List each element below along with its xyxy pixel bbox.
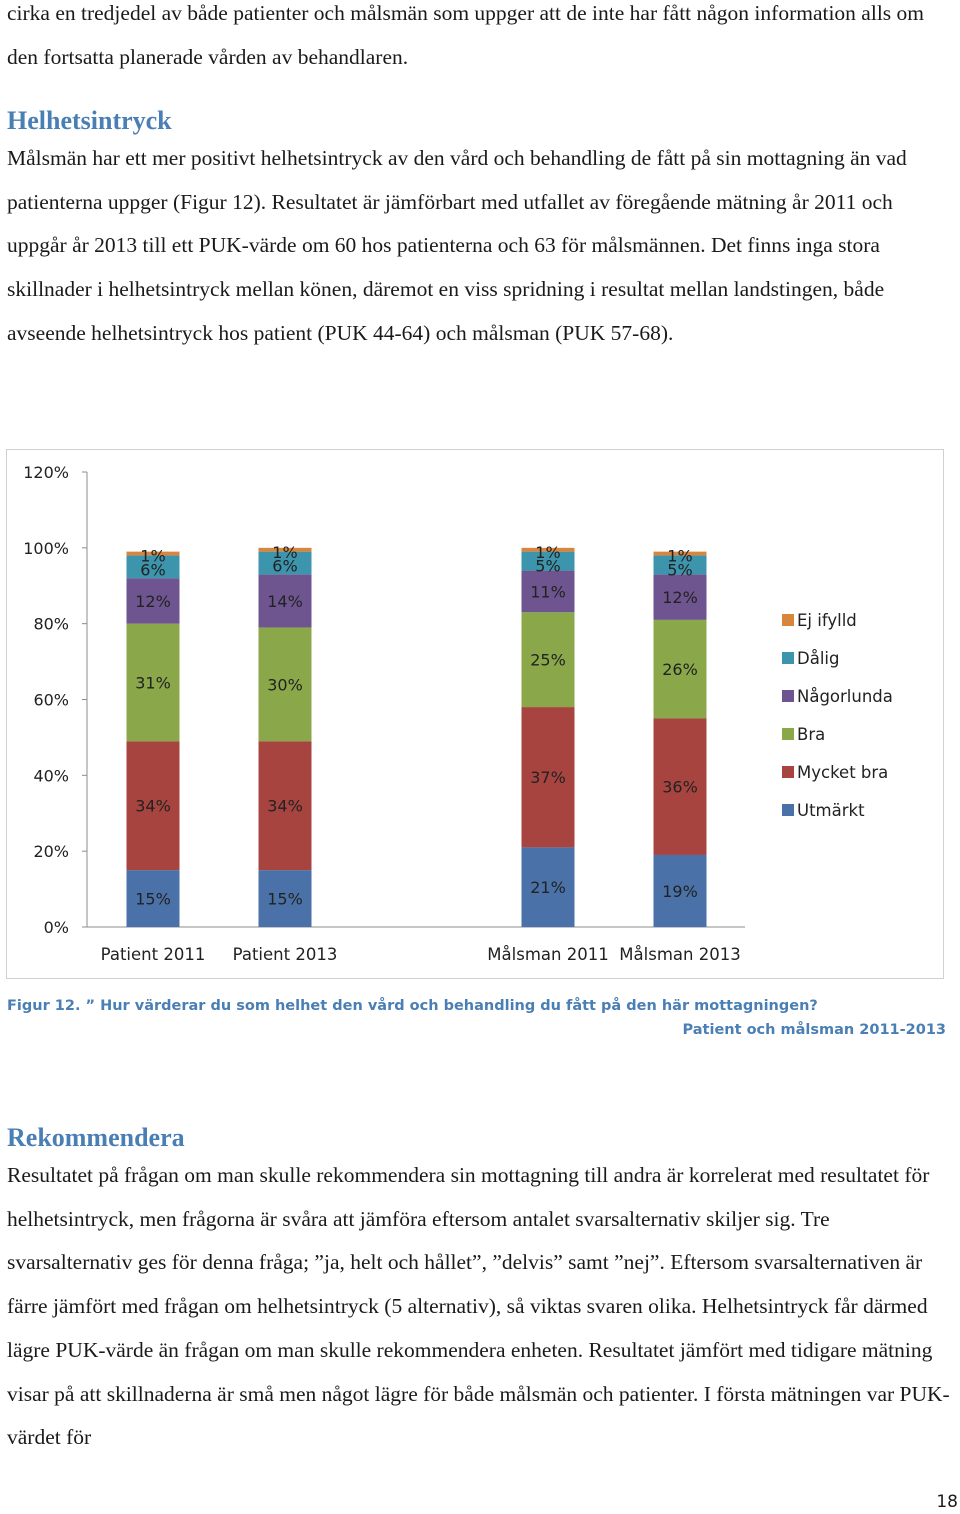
data-label: 1% xyxy=(140,546,166,566)
data-label: 15% xyxy=(135,889,171,909)
figure-caption: Figur 12. ” Hur värderar du som helhet den vård och behandling du fått på den här mottagningen? xyxy=(7,998,818,1014)
legend-label: Någorlunda xyxy=(797,687,893,706)
data-label: 5% xyxy=(667,560,693,580)
legend-swatch xyxy=(782,728,794,740)
data-label: 1% xyxy=(535,542,561,562)
data-label: 11% xyxy=(530,582,566,602)
y-axis-tick-label: 60% xyxy=(33,690,69,710)
data-label: 34% xyxy=(135,796,171,816)
y-axis-tick-label: 80% xyxy=(33,614,69,634)
y-axis-tick-label: 120% xyxy=(23,463,69,482)
data-label: 36% xyxy=(662,777,698,797)
data-label: 6% xyxy=(140,560,166,580)
data-label: 1% xyxy=(667,546,693,566)
legend-swatch xyxy=(782,652,794,664)
data-label: 5% xyxy=(535,556,561,576)
intro-paragraph: cirka en tredjedel av både patienter och målsmän som uppger att de inte har fått någon information alls om den fortsatta planerade vården av behandlaren. xyxy=(7,1,925,69)
x-axis-category-label: Målsman 2013 xyxy=(619,945,741,964)
legend-label: Ej ifylld xyxy=(797,611,857,630)
figure-caption-subtitle: Patient och målsman 2011-2013 xyxy=(682,1022,946,1038)
legend-swatch xyxy=(782,804,794,816)
data-label: 30% xyxy=(267,675,303,695)
x-axis-category-label: Patient 2011 xyxy=(100,945,206,964)
y-axis-tick-label: 0% xyxy=(43,918,69,937)
x-axis-category-label: Målsman 2011 xyxy=(487,945,609,964)
legend-label: Bra xyxy=(797,725,826,744)
stacked-bar-chart xyxy=(7,450,945,980)
data-label: 15% xyxy=(267,889,303,909)
data-label: 21% xyxy=(530,878,566,898)
data-label: 31% xyxy=(135,673,171,693)
data-label: 25% xyxy=(530,650,566,670)
x-axis-category-label: Patient 2013 xyxy=(232,945,338,964)
data-label: 1% xyxy=(272,542,298,562)
data-label: 37% xyxy=(530,768,566,788)
legend-swatch xyxy=(782,614,794,626)
figure-12-chart xyxy=(6,449,944,979)
data-label: 34% xyxy=(267,796,303,816)
legend-swatch xyxy=(782,690,794,702)
data-label: 6% xyxy=(272,556,298,576)
section-heading-rekommendera: Rekommendera xyxy=(7,1123,185,1152)
data-label: 12% xyxy=(135,591,171,611)
data-label: 12% xyxy=(662,588,698,608)
section-body-helhetsintryck: Målsmän har ett mer positivt helhetsintryck av den vård och behandling de fått på sin mottagning än vad patienterna uppger (Figur 12). Resultatet är jämförbart med utfallet av föregående mätning år 2011 och uppgår år 2013 till ett PUK-värde om 60 hos patienterna och 63 för målsmännen. Det finns inga stora skillnader i helhetsintryck mellan könen, däremot en viss spridning i resultat mellan landstingen, både avseende helhetsintryck hos patient (PUK 44-64) och målsman (PUK 57-68). xyxy=(7,146,907,345)
legend-swatch xyxy=(782,766,794,778)
section-heading-helhetsintryck: Helhetsintryck xyxy=(7,106,172,135)
y-axis-tick-label: 100% xyxy=(23,538,69,558)
legend-label: Dålig xyxy=(797,649,840,668)
data-label: 26% xyxy=(662,660,698,680)
y-axis-tick-label: 20% xyxy=(33,842,69,862)
page-number: 18 xyxy=(936,1492,958,1512)
data-label: 19% xyxy=(662,881,698,901)
legend-label: Mycket bra xyxy=(797,763,889,782)
section-body-rekommendera: Resultatet på frågan om man skulle rekommendera sin mottagning till andra är korrelerat med resultatet för helhetsintryck, men frågorna är svåra att jämföra eftersom antalet svarsalternativ skiljer sig. Tre svarsalternativ ges för denna fråga; ”ja, helt och hållet”, ”delvis” samt ”nej”. Eftersom svarsalternativen är färre jämfört med frågan om helhetsintryck (5 alternativ), så viktas svaren olika. Helhetsintryck får därmed lägre PUK-värde än frågan om man skulle rekommendera enheten. Resultatet jämfört med tidigare mätning visar på att skillnaderna är små men något lägre för både målsmän och patienter. I första mätningen var PUK-värdet för xyxy=(7,1163,950,1450)
data-label: 14% xyxy=(267,591,303,611)
y-axis-tick-label: 40% xyxy=(33,766,69,786)
legend-label: Utmärkt xyxy=(797,801,865,820)
